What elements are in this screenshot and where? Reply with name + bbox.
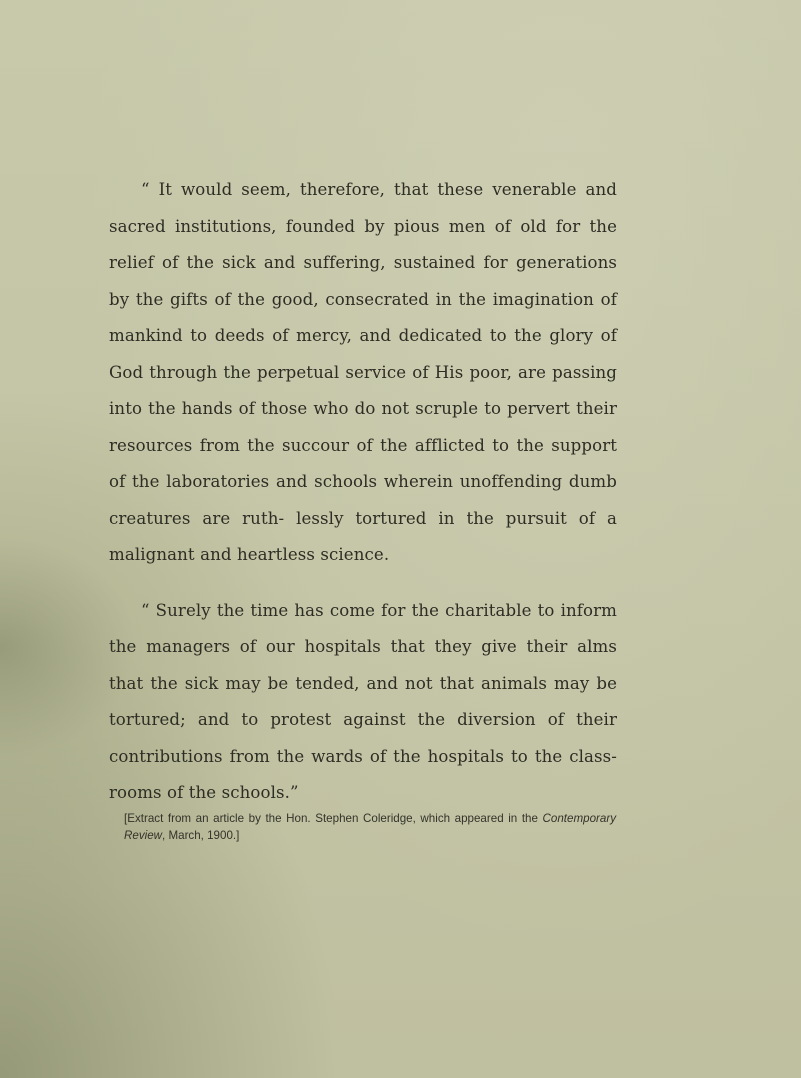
paragraph-2: “ Surely the time has come for the charitable to inform the managers of our hospitals that they give their alms that the sick may be tended, and not that animals may be tortured; and to protest against the diversion of their contributions from the wards of the hospitals to the class- rooms of the schools.” <box>109 600 617 802</box>
quotation <box>109 172 617 812</box>
attribution-suffix: , March, 1900.] <box>162 829 240 842</box>
attribution-note <box>124 810 616 844</box>
journal-title: Contemporary Review <box>124 812 616 842</box>
paragraph-1: “ It would seem, therefore, that these venerable and sacred institutions, founded by pious men of old for the relief of the sick and suffering, sustained for generations by the gifts of the good, consecrated in the imagination of mankind to deeds of mercy, and dedicated to the glory of God through the perpetual service of His poor, are passing into the hands of those who do not scruple to pervert their resources from the succour of the afflicted to the support of the laboratories and schools wherein unoffending dumb creatures are ruth- lessly tortured in the pursuit of a malignant and heartless science. <box>109 180 617 564</box>
attribution-prefix: [Extract from an article by the Hon. Stephen Coleridge, which appeared in the <box>124 812 543 825</box>
